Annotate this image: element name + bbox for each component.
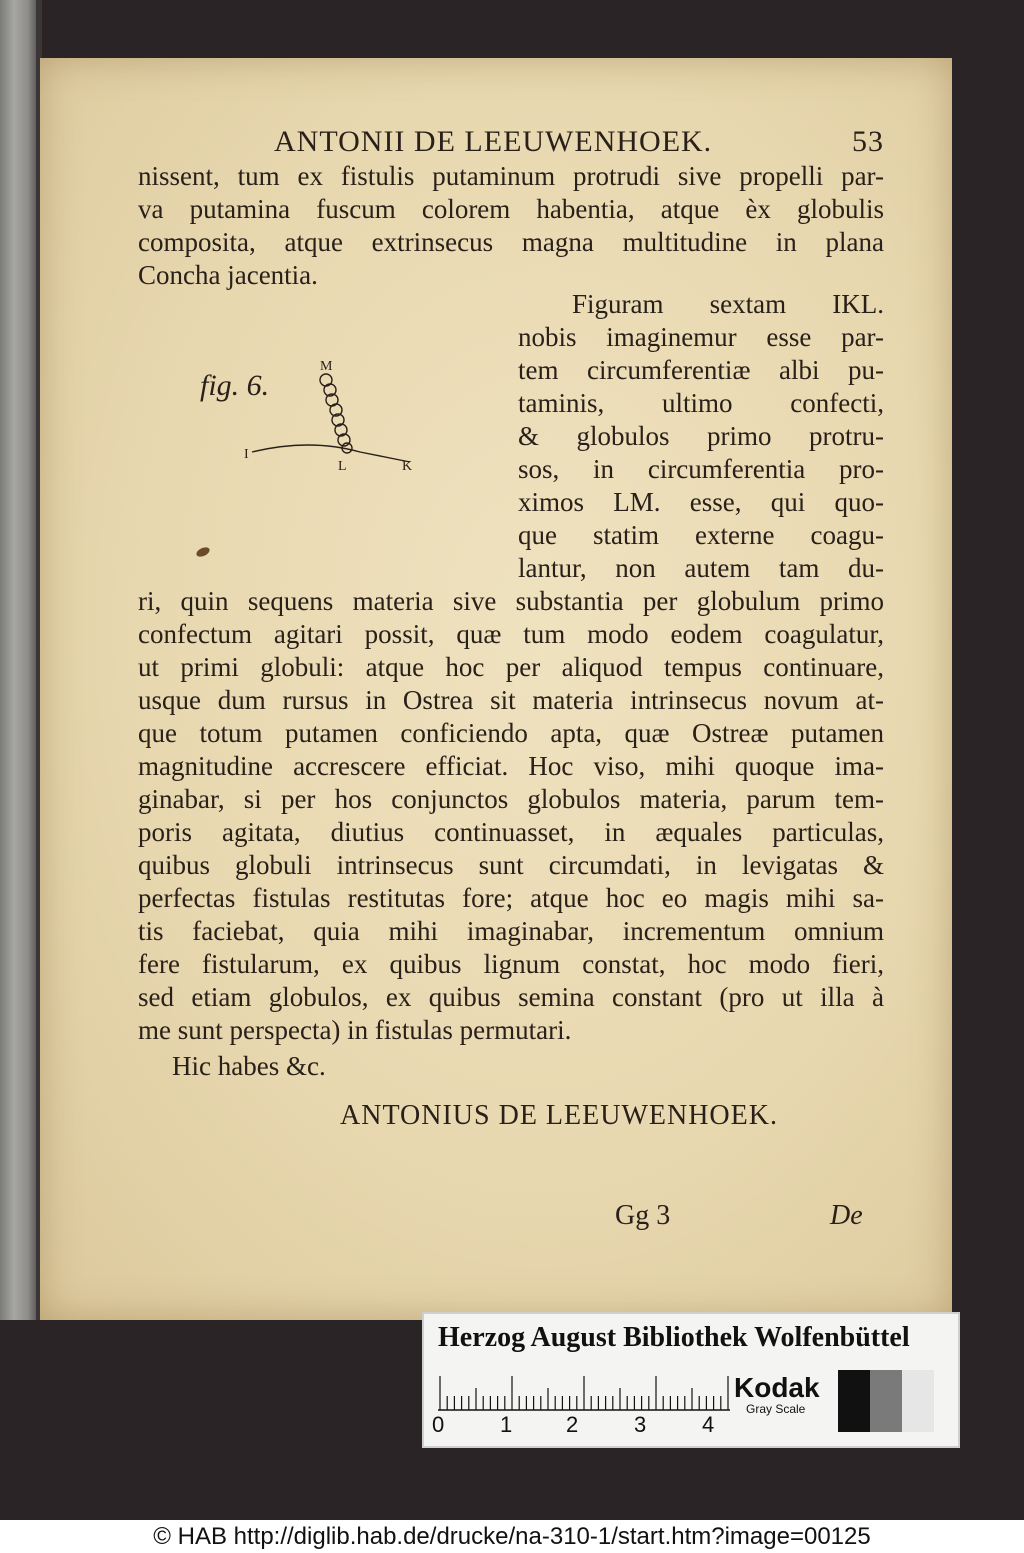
measurement-ruler <box>438 1374 730 1412</box>
ruler-number: 4 <box>702 1412 715 1437</box>
signature-mark: Gg 3 <box>615 1200 671 1231</box>
text-line: composita, atque extrinsecus magna multitudine in plana <box>138 227 884 257</box>
text-line: magnitudine accrescere efficiat. Hoc viso, mihi quoque ima- <box>138 751 884 781</box>
text-line: sed etiam globulos, ex quibus semina constant (pro ut illa à <box>138 982 884 1012</box>
text-line: & globulos primo protru- <box>518 421 884 451</box>
globule-chain <box>320 374 352 453</box>
kodak-logo: Kodak <box>734 1372 820 1403</box>
color-calibration-bar <box>422 1312 960 1448</box>
ruler-number: 1 <box>500 1412 513 1437</box>
catchword: De <box>830 1200 863 1231</box>
text-line: taminis, ultimo confecti, <box>518 388 884 418</box>
gray-scale-label: Gray Scale <box>746 1402 806 1416</box>
closing-line: Hic habes &c. <box>172 1051 326 1081</box>
text-line: sos, in circumferentia pro- <box>518 454 884 484</box>
text-line: ut primi globuli: atque hoc per aliquod tempus continuare, <box>138 652 884 682</box>
text-line: poris agitata, diutius continuasset, in æquales particulas, <box>138 817 884 847</box>
book-board <box>0 0 40 1320</box>
ruler-numbers <box>432 1412 732 1440</box>
shell-circumference-line <box>252 445 410 462</box>
text-line: perfectas fistulas restitutas fore; atque hoc eo magis mihi sa- <box>138 883 884 913</box>
text-line: usque dum rursus in Ostrea sit materia intrinsecus novum at- <box>138 685 884 715</box>
text-line: tis faciebat, quia mihi imaginabar, incrementum omnium <box>138 916 884 946</box>
ruler-number: 2 <box>566 1412 579 1437</box>
gray-patch-light <box>902 1370 934 1432</box>
figure-letter-i: I <box>244 447 249 462</box>
ruler-number: 3 <box>634 1412 647 1437</box>
figure-letter-k: K <box>402 459 413 474</box>
text-line: fere fistularum, ex quibus lignum constat, hoc modo fieri, <box>138 949 884 979</box>
text-line: confectum agitari possit, quæ tum modo eodem coagulatur, <box>138 619 884 649</box>
library-name: Herzog August Bibliothek Wolfenbüttel <box>438 1322 910 1353</box>
text-line: que totum putamen conficiendo apta, quæ Ostreæ putamen <box>138 718 884 748</box>
text-line: me sunt perspecta) in fistulas permutari. <box>138 1015 572 1045</box>
figure-6-engraving <box>160 330 500 520</box>
text-line: tem circumferentiæ albi pu- <box>518 355 884 385</box>
gray-patch-black <box>838 1370 870 1432</box>
gray-patch-mid <box>870 1370 902 1432</box>
running-head-title: ANTONII DE LEEUWENHOEK. <box>274 125 713 158</box>
figure-label: fig. 6. <box>200 369 270 402</box>
text-line: que statim externe coagu- <box>518 520 884 550</box>
figure-letter-l: L <box>338 459 347 474</box>
text-line: va putamina fuscum colorem habentia, atque èx globulis <box>138 194 884 224</box>
text-line: quibus globuli intrinsecus sunt circumdati, in levigatas & <box>138 850 884 880</box>
text-line: lantur, non autem tam du- <box>518 553 884 583</box>
text-line: ximos LM. esse, qui quo- <box>518 487 884 517</box>
ruler-number: 0 <box>432 1412 445 1437</box>
copyright-footer: © HAB http://diglib.hab.de/drucke/na-310-1/start.htm?image=00125 <box>0 1520 1024 1553</box>
page-number: 53 <box>852 125 884 158</box>
author-signature: ANTONIUS DE LEEUWENHOEK. <box>340 1100 778 1131</box>
text-line: nissent, tum ex fistulis putaminum protrudi sive propelli par- <box>138 161 884 191</box>
text-line: nobis imaginemur esse par- <box>518 322 884 352</box>
text-line: ri, quin sequens materia sive substantia per globulum primo <box>138 586 884 616</box>
text-line: Figuram sextam IKL. <box>572 289 884 319</box>
text-line: ginabar, si per hos conjunctos globulos materia, parum tem- <box>138 784 884 814</box>
figure-letter-m: M <box>320 359 333 374</box>
text-line: Concha jacentia. <box>138 260 318 290</box>
